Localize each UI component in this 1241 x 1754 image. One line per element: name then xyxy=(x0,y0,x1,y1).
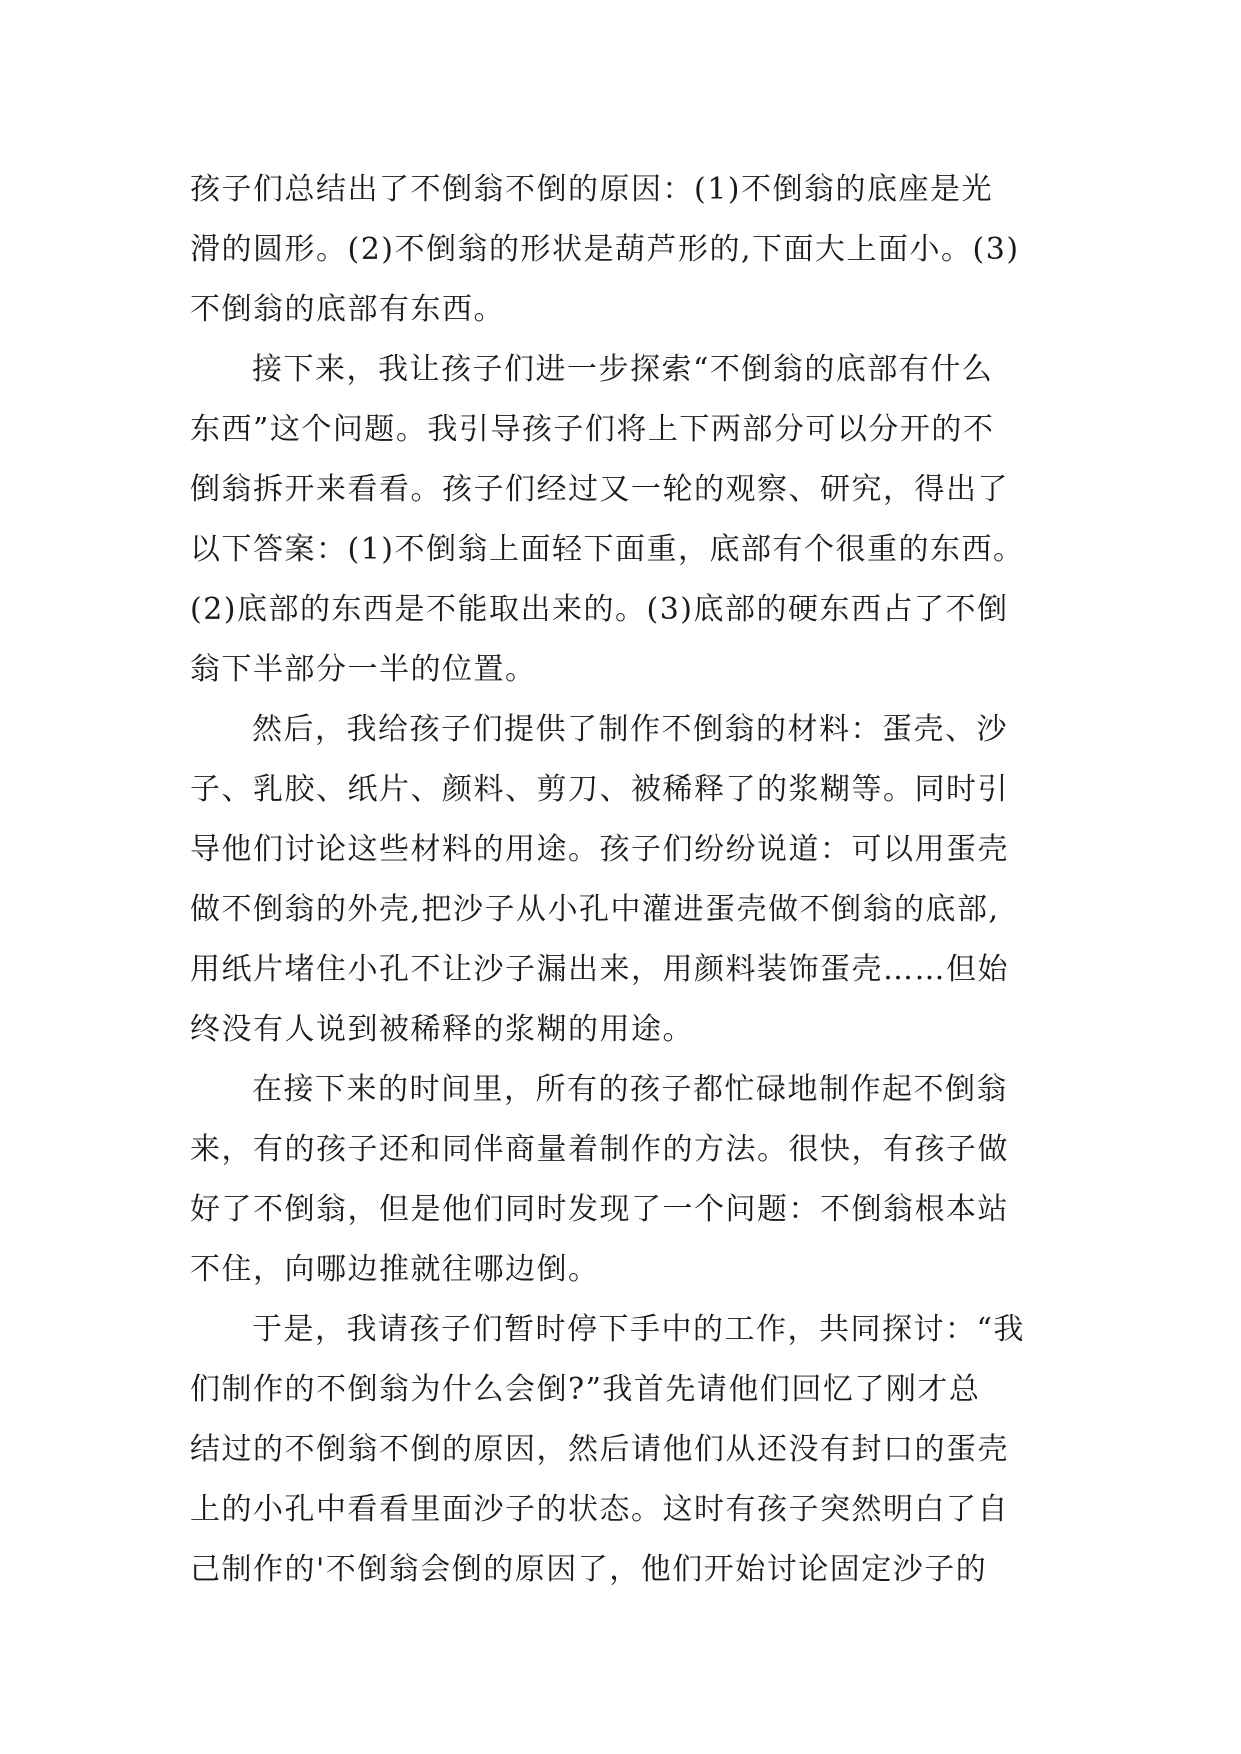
text-line: 做不倒翁的外壳,把沙子从小孔中灌进蛋壳做不倒翁的底部, xyxy=(190,892,1000,927)
text-line: 倒翁拆开来看看。孩子们经过又一轮的观察、研究，得出了 xyxy=(190,472,1009,507)
text-line: 翁下半部分一半的位置。 xyxy=(190,652,537,687)
paragraph-start-line: 然后，我给孩子们提供了制作不倒翁的材料：蛋壳、沙 xyxy=(252,712,1008,747)
text-line: 不住，向哪边推就往哪边倒。 xyxy=(190,1252,600,1287)
text-line: 用纸片堵住小孔不让沙子漏出来，用颜料装饰蛋壳……但始 xyxy=(190,952,1009,987)
paragraph-start-line: 于是，我请孩子们暂时停下手中的工作，共同探讨：“我 xyxy=(252,1312,1025,1347)
body-text xyxy=(190,160,1060,1600)
text-line: 来，有的孩子还和同伴商量着制作的方法。很快，有孩子做 xyxy=(190,1132,1009,1167)
text-line: 终没有人说到被稀释的浆糊的用途。 xyxy=(190,1012,694,1047)
paragraph-start-line: 接下来，我让孩子们进一步探索“不倒翁的底部有什么 xyxy=(252,352,994,387)
text-line: 以下答案：(1)不倒翁上面轻下面重，底部有个很重的东西。 xyxy=(190,532,1025,567)
text-line: 滑的圆形。(2)不倒翁的形状是葫芦形的,下面大上面小。(3) xyxy=(190,232,1020,267)
text-line: 东西”这个问题。我引导孩子们将上下两部分可以分开的不 xyxy=(190,412,995,447)
text-line: 孩子们总结出了不倒翁不倒的原因：(1)不倒翁的底座是光 xyxy=(190,172,993,207)
text-line: 己制作的'不倒翁会倒的原因了，他们开始讨论固定沙子的 xyxy=(190,1552,988,1587)
text-line: 不倒翁的底部有东西。 xyxy=(190,292,505,327)
text-line: 导他们讨论这些材料的用途。孩子们纷纷说道：可以用蛋壳 xyxy=(190,832,1009,867)
text-line: (2)底部的东西是不能取出来的。(3)底部的硬东西占了不倒 xyxy=(190,592,1009,627)
text-line: 上的小孔中看看里面沙子的状态。这时有孩子突然明白了自 xyxy=(190,1492,1009,1527)
text-line: 们制作的不倒翁为什么会倒?”我首先请他们回忆了刚才总 xyxy=(190,1372,981,1407)
text-line: 结过的不倒翁不倒的原因，然后请他们从还没有封口的蛋壳 xyxy=(190,1432,1009,1467)
text-line: 好了不倒翁，但是他们同时发现了一个问题：不倒翁根本站 xyxy=(190,1192,1009,1227)
paragraph-start-line: 在接下来的时间里，所有的孩子都忙碌地制作起不倒翁 xyxy=(252,1072,1008,1107)
text-line: 子、乳胶、纸片、颜料、剪刀、被稀释了的浆糊等。同时引 xyxy=(190,772,1009,807)
